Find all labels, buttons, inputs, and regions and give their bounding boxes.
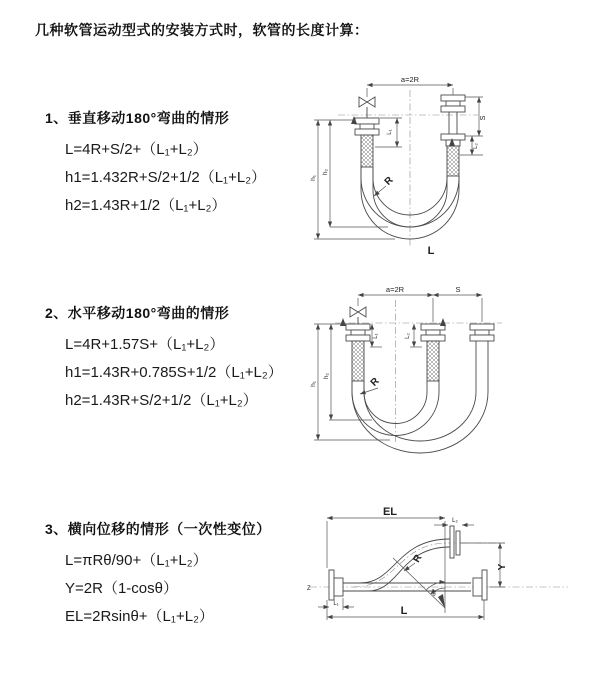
dim-a2r-label: a=2R	[385, 285, 405, 294]
dim-el-label: EL	[382, 506, 398, 518]
formula-h2: h2=1.43R+1/2（L₁+L₂）	[65, 197, 227, 214]
centerline-mark-label: Z	[307, 586, 311, 592]
dim-l2	[405, 324, 422, 347]
dim-l2	[434, 518, 474, 525]
section-3-heading: 3、横向位移的情形（一次性变位）	[45, 521, 271, 537]
formula-l: L=πRθ/90+（L₁+L₂）	[65, 552, 208, 569]
right-flange	[473, 570, 487, 600]
dim-a2r	[358, 285, 482, 322]
section-1-heading: 1、垂直移动180°弯曲的情形	[45, 110, 230, 126]
formula-h2: h2=1.43R+S/2+1/2（L₁+L₂）	[65, 392, 258, 409]
hose-u-bend	[352, 341, 488, 453]
radius-label: R	[411, 552, 425, 565]
formula-h1: h1=1.432R+S/2+1/2（L₁+L₂）	[65, 169, 267, 186]
dim-el	[327, 506, 445, 613]
length-label: L	[427, 245, 435, 257]
dim-y-label: Y	[497, 563, 508, 571]
dim-h2	[322, 120, 388, 227]
section-3-formulas	[45, 547, 315, 631]
dim-h2-label: h₂	[323, 372, 330, 380]
diagram-horizontal-180-bend	[310, 280, 598, 468]
formula-l: L=4R+S/2+（L₁+L₂）	[65, 141, 208, 158]
dim-l1-label: L₁	[333, 601, 339, 607]
section-1-formulas	[45, 136, 315, 220]
formula-h1: h1=1.43R+0.785S+1/2（L₁+L₂）	[65, 364, 283, 381]
section-2-heading: 2、水平移动180°弯曲的情形	[45, 305, 230, 321]
diagram-vertical-180-bend	[310, 66, 592, 264]
radius-label: R	[368, 375, 382, 389]
formula-y: Y=2R（1-cosθ）	[65, 580, 178, 597]
left-pipe	[355, 97, 379, 167]
dim-s	[433, 285, 482, 295]
left-pipe	[346, 307, 370, 381]
dim-l-label: L	[400, 605, 408, 617]
dim-s-label: S	[455, 285, 461, 294]
dim-h2-label: h₂	[322, 168, 329, 176]
upper-flange	[450, 526, 460, 558]
section-2-formulas	[45, 331, 315, 415]
dim-l2-label: L₂	[405, 333, 411, 339]
valve-icon	[350, 307, 366, 324]
right-pipe	[441, 95, 465, 176]
radius-leader	[404, 552, 425, 571]
dim-l2-label: L₂	[473, 143, 479, 149]
section-lateral-displacement	[45, 519, 315, 631]
dim-s-label: S	[478, 115, 487, 121]
radius-leader	[374, 174, 396, 196]
page-title: 几种软管运动型式的安装方式时，软管的长度计算：	[35, 22, 369, 38]
dim-s	[465, 97, 487, 136]
dim-l1	[318, 598, 354, 610]
formula-el: EL=2Rsinθ+（L₁+L₂）	[65, 608, 214, 625]
dim-h1-label: h₁	[310, 381, 317, 387]
dim-l2-label: L₂	[452, 518, 458, 524]
middle-pipe	[421, 324, 445, 381]
left-flange	[329, 570, 343, 600]
centerlines	[310, 543, 568, 587]
dim-a2r-label: a=2R	[400, 75, 420, 84]
right-pipe	[470, 324, 494, 341]
dim-l1	[370, 324, 382, 347]
radius-label: R	[382, 174, 396, 188]
formula-l: L=4R+1.57S+（L₁+L₂）	[65, 336, 225, 353]
angle-theta-label: θ	[432, 592, 436, 598]
section-horizontal-180	[45, 303, 315, 415]
dim-l1-label: L₁	[373, 333, 379, 339]
diagram-lateral-displacement	[298, 498, 600, 650]
dim-h1-label: h₁	[310, 175, 317, 181]
dim-l	[327, 600, 484, 620]
dim-l1-label: L₁	[387, 129, 393, 135]
section-vertical-180	[45, 108, 315, 220]
